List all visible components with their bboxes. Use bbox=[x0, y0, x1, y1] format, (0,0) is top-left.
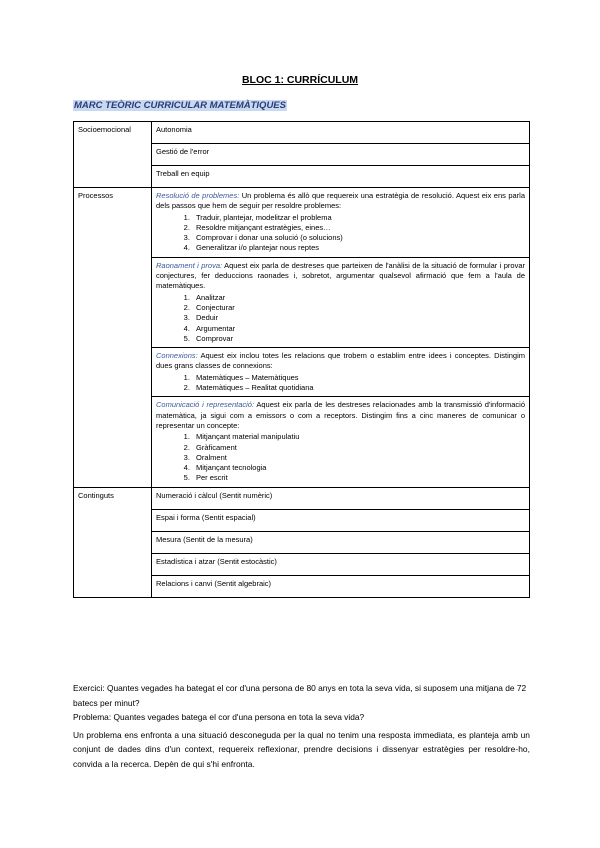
category-processos: Processos bbox=[74, 188, 152, 488]
socioemocional-item: Gestió de l'error bbox=[152, 144, 530, 166]
process-heading: Resolució de problemes: bbox=[156, 191, 240, 200]
process-list bbox=[156, 213, 525, 254]
process-description bbox=[156, 261, 525, 292]
process-text: Aquest eix parla de les destreses relacionades amb la transmissió d'informació matemàtica, ja sigui com a emissors o com a receptors. Distingim fins a cinc maneres de comunicar o representar un concepte: bbox=[156, 400, 525, 430]
process-heading: Raonament i prova: bbox=[156, 260, 223, 270]
process-block bbox=[152, 397, 530, 487]
continguts-item: Espai i forma (Sentit espacial) bbox=[152, 509, 530, 531]
continguts-item: Numeració i càlcul (Sentit numèric) bbox=[152, 487, 530, 509]
curriculum-table bbox=[73, 121, 530, 598]
process-block bbox=[152, 257, 530, 347]
table-row bbox=[74, 188, 530, 258]
process-list bbox=[156, 373, 525, 394]
list-item: 1. Mitjançant material manipulatiu bbox=[192, 432, 525, 442]
category-socioemocional: Socioemocional bbox=[74, 122, 152, 188]
list-item: 2. Conjecturar bbox=[192, 303, 525, 313]
process-text: Un problema és allò que requereix una estratègia de resolució. Aquest eix ens parla dels passos que hem de seguir per resoldre problemes: bbox=[156, 191, 525, 211]
table-row bbox=[74, 487, 530, 509]
list-item: 4. Argumentar bbox=[192, 324, 525, 334]
list-item: 3. Comprovar i donar una solució (o solucions) bbox=[192, 233, 525, 243]
problema-text: Problema: Quantes vegades batega el cor d'una persona en tota la seva vida? bbox=[73, 712, 365, 723]
list-item: 4. Generalitzar i/o plantejar nous reptes bbox=[192, 243, 525, 253]
list-item: 1. Analitzar bbox=[192, 293, 525, 303]
table-row bbox=[74, 122, 530, 144]
list-item: 5. Comprovar bbox=[192, 334, 525, 344]
problem-definition-paragraph: Un problema ens enfronta a una situació desconeguda per la qual no tenim una resposta immediata, es planteja amb un conjunt de dades dins d'un context, requereix reflexionar, prendre decisions i dissenyar estratègies per resoldre-ho, convida a la recerca. Depèn de qui s'hi enfronta. bbox=[73, 729, 530, 769]
process-heading: Comunicació i representació: bbox=[156, 400, 255, 410]
continguts-item: Relacions i canvi (Sentit algebraic) bbox=[152, 575, 530, 597]
process-description bbox=[156, 191, 525, 212]
process-text: Aquest eix inclou totes les relacions que trobem o establim entre idees i conceptes. Distingim dues grans classes de connexions: bbox=[156, 351, 525, 371]
list-item: 3. Oralment bbox=[192, 453, 525, 463]
list-item: 2. Matemàtiques – Realitat quotidiana bbox=[192, 383, 525, 393]
list-item: 2. Gràficament bbox=[192, 443, 525, 453]
process-description bbox=[156, 351, 525, 372]
continguts-item: Mesura (Sentit de la mesura) bbox=[152, 531, 530, 553]
list-item: 4. Mitjançant tecnologia bbox=[192, 463, 525, 473]
list-item: 1. Traduir, plantejar, modelitzar el problema bbox=[192, 213, 525, 223]
notes-section bbox=[73, 681, 530, 772]
process-block bbox=[152, 188, 530, 258]
process-description bbox=[156, 400, 525, 431]
list-item: 3. Deduir bbox=[192, 313, 525, 323]
list-item: 5. Per escrit bbox=[192, 473, 525, 483]
list-item: 1. Matemàtiques – Matemàtiques bbox=[192, 373, 525, 383]
exercici-text: Exercici: Quantes vegades ha bategat el cor d'una persona de 80 anys en tota la seva vida, si suposem una mitjana de 72 batecs per minut? bbox=[73, 683, 527, 708]
category-continguts: Continguts bbox=[74, 487, 152, 597]
section-subtitle: MARC TEÒRIC CURRICULAR MATEMÀTIQUES bbox=[74, 100, 286, 111]
continguts-item: Estadística i atzar (Sentit estocàstic) bbox=[152, 553, 530, 575]
socioemocional-item: Treball en equip bbox=[152, 166, 530, 188]
document-title: BLOC 1: CURRÍCULUM bbox=[241, 74, 359, 86]
socioemocional-item: Autonomia bbox=[152, 122, 530, 144]
process-block bbox=[152, 348, 530, 397]
process-list bbox=[156, 432, 525, 483]
process-heading: Connexions: bbox=[156, 351, 198, 361]
process-list bbox=[156, 293, 525, 344]
process-text: Aquest eix parla de destreses que parteixen de l'anàlisi de la situació de formular i provar conjectures, fer deduccions raonades i, sobretot, argumentar qualsevol afirmació que fem a l'aula de matemàtiques. bbox=[156, 260, 525, 291]
list-item: 2. Resoldre mitjançant estratègies, eines… bbox=[192, 223, 525, 233]
